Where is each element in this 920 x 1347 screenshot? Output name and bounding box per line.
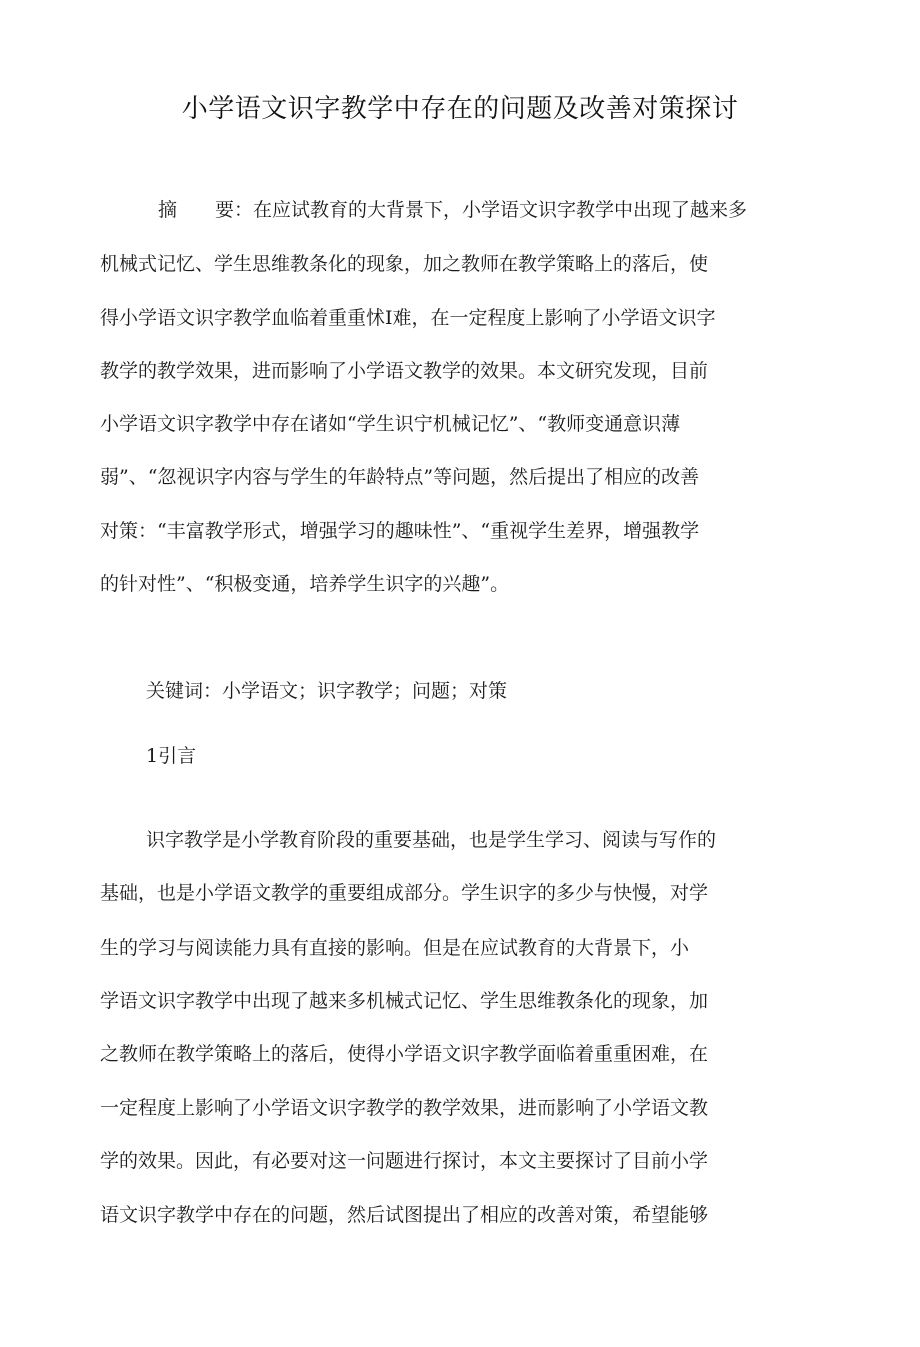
page-title: 小学语文识字教学中存在的问题及改善对策探讨 [181,94,739,124]
abstract-line: 得小学语文识字教学血临着重重怵I难，在一定程度上影响了小学语文识字 [100,307,716,329]
abstract-line: 的针对性”、“积极变通，培养学生识字的兴趣”。 [100,573,510,595]
abstract-first-line [158,197,747,223]
body-line: 基础，也是小学语文教学的重要组成部分。学生识字的多少与快慢，对学 [100,882,709,904]
abstract-line: 教学的教学效果，进而影响了小学语文教学的效果。本文研究发现，目前 [100,360,709,382]
body-line: 之教师在教学策略上的落后，使得小学语文识字教学面临着重重困难，在 [100,1043,709,1065]
body-line: 一定程度上影响了小学语文识字教学的教学效果，进而影响了小学语文教 [100,1097,709,1119]
abstract-line: 弱”、“忽视识字内容与学生的年龄特点”等问题，然后提出了相应的改善 [100,466,700,488]
body-line: 识字教学是小学教育阶段的重要基础，也是学生学习、阅读与写作的 [146,829,717,851]
body-line: 学的效果。因此，有必要对这一问题进行探讨，本文主要探讨了目前小学 [100,1150,709,1172]
body-line: 学语文识字教学中出现了越来多机械式记忆、学生思维教条化的现象，加 [100,990,709,1012]
keywords: 关键词：小学语文；识字教学；问题；对策 [146,680,508,702]
body-line: 语文识字教学中存在的问题，然后试图提出了相应的改善对策，希望能够 [100,1204,709,1226]
abstract-label: 摘 要： [158,199,254,221]
abstract-line: 对策：“丰富教学形式，增强学习的趣味性”、“重视学生差界，增强教学 [100,520,700,542]
abstract-line: 小学语文识字教学中存在诸如“学生识宁机械记忆”、“教师变通意识薄 [100,413,681,435]
section-heading: 1引言 [146,745,197,767]
body-line: 生的学习与阅读能力具有直接的影响。但是在应试教育的大背景下，小 [100,937,690,959]
abstract-line: 在应试教育的大背景下，小学语文识字教学中出现了越来多 [253,199,748,221]
abstract-line: 机械式记忆、学生思维教条化的现象，加之教师在教学策略上的落后，使 [100,253,709,275]
